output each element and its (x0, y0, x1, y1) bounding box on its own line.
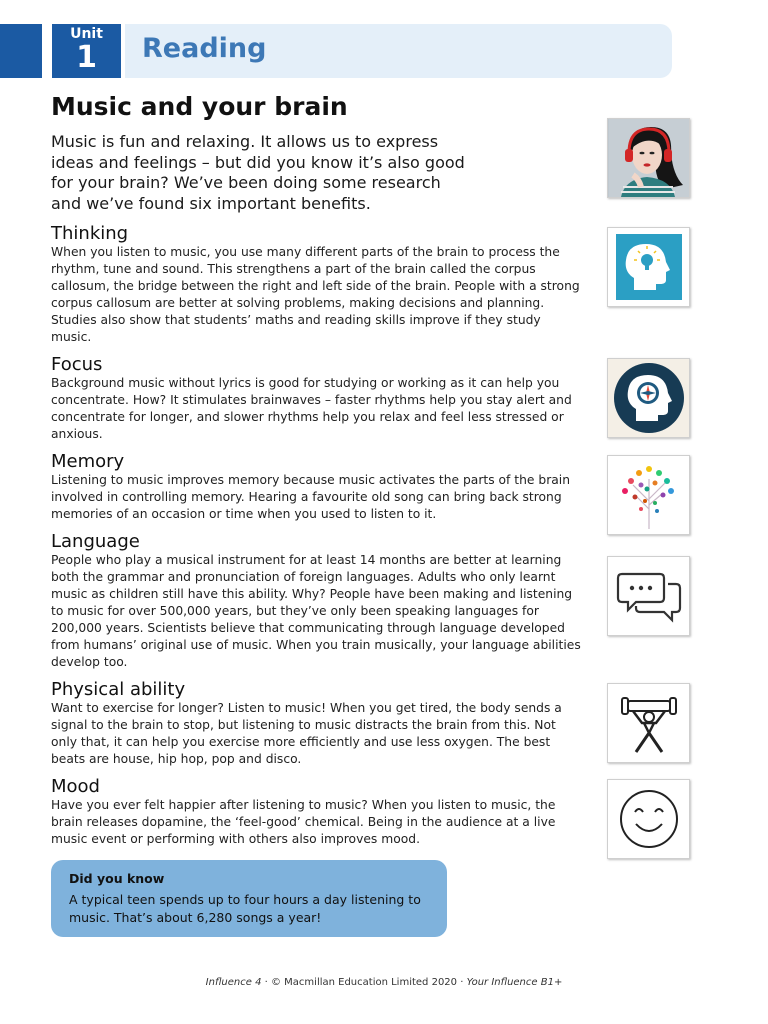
did-you-know-box (51, 860, 447, 937)
footer-copyright: · © Macmillan Education Limited 2020 · (261, 977, 467, 988)
footer-series: Your Influence B1+ (466, 977, 563, 988)
weightlifter-icon (607, 683, 690, 763)
unit-badge (52, 24, 121, 78)
unit-label: Unit (70, 26, 103, 42)
section-heading: Memory (51, 451, 125, 472)
head-lightbulb-icon (607, 227, 690, 307)
section-heading: Focus (51, 354, 103, 375)
section-text: Want to exercise for longer? Listen to music! When you get tired, the body sends a signal to the brain to stop, but listening to music distracts the brain from this. Not only that, it can help you exercise more efficiently and use less oxygen. The best beats are house, hip hop, pop and disco. (51, 701, 562, 766)
head-compass-icon (607, 358, 690, 438)
section-heading: Mood (51, 776, 100, 797)
smiley-face-icon (607, 779, 690, 859)
section-memory (51, 452, 581, 523)
section-text: Background music without lyrics is good for studying or working as it can help you concentrate. How? It stimulates brainwaves – faster rhythms help you stay alert and concentrate for longer, and slower rhythms help you relax and feel less stressed or anxious. (51, 376, 572, 441)
article-title: Music and your brain (51, 92, 348, 121)
section-text: When you listen to music, you use many different parts of the brain to process the rhythm, tune and sound. This strengthens a part of the brain called the corpus callosum, the bridge between the right and left side of the brain. People with a strong corpus callosum are better at solving problems, making decisions and planning. Studies also show that students’ maths and reading skills improve if they study music. (51, 245, 580, 344)
section-physical-ability (51, 680, 581, 768)
page-footer (0, 977, 768, 988)
did-you-know-text: A typical teen spends up to four hours a day listening to music. That’s about 6,280 songs a year! (69, 892, 421, 925)
section-mood (51, 777, 581, 848)
section-text: Listening to music improves memory because music activates the parts of the brain involved in controlling memory. Hearing a favourite old song can bring back strong memories of an occasion or time when you used to listen to it. (51, 473, 570, 521)
footer-book: Influence 4 (205, 977, 262, 988)
section-text: Have you ever felt happier after listening to music? When you listen to music, the brain releases dopamine, the ‘feel-good’ chemical. Being in the audience at a live music event or performing with others also improves mood. (51, 798, 556, 846)
did-you-know-title: Did you know (69, 871, 165, 886)
unit-number: 1 (76, 40, 97, 75)
section-title: Reading (142, 33, 267, 64)
brain-tree-icon (607, 455, 690, 535)
unit-side-block (0, 24, 42, 78)
section-heading: Physical ability (51, 679, 186, 700)
chat-bubbles-icon (607, 556, 690, 636)
section-header (125, 24, 672, 78)
section-language (51, 532, 581, 671)
section-thinking (51, 224, 581, 346)
section-heading: Thinking (51, 223, 129, 244)
section-text: People who play a musical instrument for at least 14 months are better at learning both the grammar and pronunciation of foreign languages. Adults who only learnt music as children still have this ability. Why? People have been making and listening to music for over 500,000 years, but they’ve only been speaking languages for 200,000 years. Scientists believe that communicating through language developed from humans’ original use of music. When you train musically, your language abilities develop too. (51, 553, 581, 669)
article-intro: Music is fun and relaxing. It allows us to express ideas and feelings – but did you know it’s also good for your brain? We’ve been doing some research and we’ve found six important benefits. (51, 132, 465, 213)
section-heading: Language (51, 531, 140, 552)
girl-with-headphones-icon (607, 118, 690, 198)
section-focus (51, 355, 581, 443)
